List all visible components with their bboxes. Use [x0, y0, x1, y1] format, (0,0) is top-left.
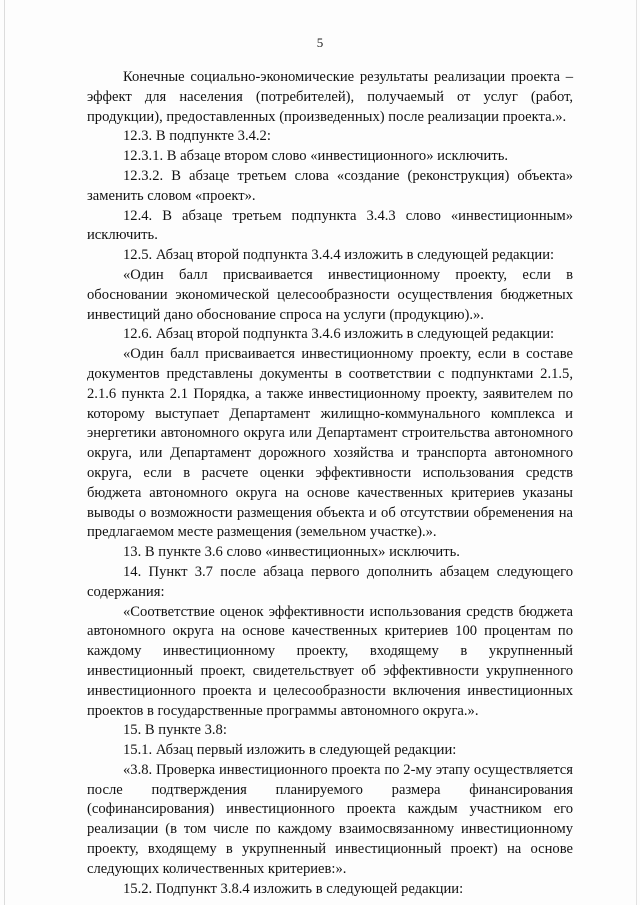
quoted-paragraph: «Один балл присваивается инвестиционному проекту, если в составе документов представлены документы в соответствии с подпунктами 2.1.5, 2.1.6 пункта 2.1 Порядка, а также инвестиционному проекту, заявителем по которому выступает Департамент жилищно-коммунального комплекса и энергетики автономного округа или Департамент строительства автономного округа, или Департамент дорожного хозяйства и транспорта автономного округа, если в расчете оценки эффективности использования средств бюджета автономного округа на основе качественных критериев указаны выводы о возможности размещения объекта и об отсутствии обременения на предлагаемом месте размещения (земельном участке).».: [87, 346, 573, 541]
paragraph: Конечные социально-экономические результаты реализации проекта – эффект для населения (потребителей), получаемый от услуг (работ, продукции), предоставленных (произведенных) после реализации проекта.».: [87, 69, 573, 125]
paragraph: 15.2. Подпункт 3.8.4 изложить в следующей редакции:: [123, 880, 464, 897]
paragraph: 12.3.2. В абзаце третьем слова «создание (реконструкция) объекта» заменить словом «проект».: [87, 167, 573, 204]
quoted-paragraph: «3.8. Проверка инвестиционного проекта по 2-му этапу осуществляется после подтверждения планируемого размера финансирования (софинансирования) инвестиционного проекта каждым участником его реализации (в том числе по каждому взаимосвязанному инвестиционному проекту, входящему в укрупненный инвестиционный проект) на основе следующих количественных критериев:».: [87, 761, 573, 877]
paragraph: 14. Пункт 3.7 после абзаца первого дополнить абзацем следующего содержания:: [87, 563, 573, 600]
quoted-paragraph: «Соответствие оценок эффективности использования средств бюджета автономного округа на основе качественных критериев 100 процентам по каждому инвестиционному проекту, входящему в укрупненный инвестиционный проект, свидетельствует об эффективности укрупненного инвестиционного проекта и целесообразности включения инвестиционных проектов в государственные программы автономного округа.».: [87, 603, 573, 719]
scan-edge-left: [4, 0, 5, 905]
document-body: [87, 68, 573, 899]
scan-edge-right: [636, 0, 637, 905]
paragraph: 13. В пункте 3.6 слово «инвестиционных» исключить.: [123, 544, 460, 561]
paragraph: 15.1. Абзац первый изложить в следующей редакции:: [123, 742, 457, 759]
paragraph: 12.4. В абзаце третьем подпункта 3.4.3 слово «инвестиционным» исключить.: [87, 207, 573, 244]
paragraph: 12.5. Абзац второй подпункта 3.4.4 изложить в следующей редакции:: [123, 247, 555, 264]
paragraph: 12.3.1. В абзаце втором слово «инвестиционного» исключить.: [123, 148, 509, 165]
paragraph: 15. В пункте 3.8:: [123, 722, 227, 739]
page-number: 5: [316, 35, 324, 50]
paragraph: 12.6. Абзац второй подпункта 3.4.6 изложить в следующей редакции:: [123, 326, 555, 343]
quoted-paragraph: «Один балл присваивается инвестиционному проекту, если в обосновании экономической целесообразности осуществления бюджетных инвестиций дано обоснование спроса на услуги (продукцию).».: [87, 266, 573, 323]
paragraph: 12.3. В подпункте 3.4.2:: [123, 128, 271, 145]
